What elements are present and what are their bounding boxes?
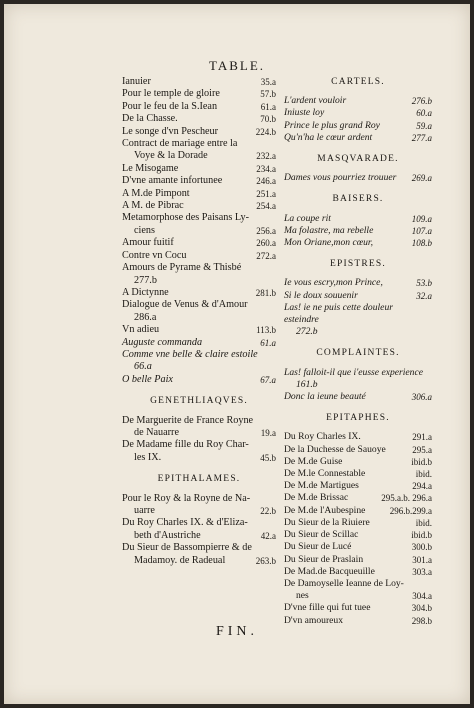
section-heading-epitaphes: EPITAPHES. (326, 413, 390, 424)
entry-page-ref: 108.b (411, 238, 432, 249)
toc-entry (122, 337, 276, 349)
toc-entry (122, 324, 276, 336)
section-heading-epistres: EPISTRES. (330, 259, 386, 270)
entry-title: 66.a (134, 361, 152, 373)
toc-entry (284, 237, 432, 249)
entry-title: De Mad.de Bacqueuille (284, 565, 375, 577)
entry-title: Du Sieur de Bassompierre & de (122, 542, 252, 554)
toc-entry (284, 302, 432, 326)
toc-entry (122, 163, 276, 175)
entry-title: De M.le Connestable (284, 468, 366, 480)
toc-entry (122, 361, 276, 373)
toc-entry (284, 554, 432, 566)
toc-entry (284, 277, 432, 289)
entry-title: Du Sieur de Praslain (284, 553, 364, 565)
toc-entry (122, 225, 276, 237)
toc-entry (284, 290, 432, 302)
left-entries (122, 76, 276, 386)
toc-entry (122, 262, 276, 274)
entry-title: De M.de Brissac (284, 492, 349, 504)
entry-title: O belle Paix (122, 373, 173, 385)
toc-entry (122, 542, 276, 554)
toc-entry (284, 213, 432, 225)
toc-entry (122, 138, 276, 150)
entry-title: 277.b (134, 274, 157, 286)
entry-title: Du Sieur de Lucé (284, 541, 352, 553)
section-heading-genethliaques: GENETHLIAQVES. (150, 396, 248, 407)
entry-title: Comme vne belle & claire estoile (122, 348, 258, 360)
entry-title: Amours de Pyrame & Thisbé (122, 262, 242, 274)
entry-page-ref: 295.a.b. 296.a (381, 493, 432, 504)
toc-entry (122, 349, 276, 361)
entry-title: Pour le Roy & la Royne de Na- (122, 492, 251, 504)
entry-page-ref: 301.a (412, 554, 432, 565)
entry-title: A Dictynne (122, 286, 169, 298)
entry-page-ref: 303.a (412, 566, 432, 577)
toc-entry (284, 505, 432, 517)
toc-entry (284, 132, 432, 144)
cartels-entries (284, 95, 432, 144)
entry-title: D'vne fille qui fut tuee (284, 602, 371, 614)
toc-entry (122, 312, 276, 324)
toc-entry (122, 101, 276, 113)
entry-page-ref: 306.a (411, 392, 432, 403)
entry-page-ref: 109.a (411, 213, 432, 224)
entry-page-ref: 246.a (256, 176, 276, 187)
toc-entry (122, 76, 276, 88)
toc-entry (284, 431, 432, 443)
entry-page-ref: 269.a (411, 173, 432, 184)
entry-title: uarre (134, 505, 155, 516)
epithalames-entries (122, 493, 276, 567)
entry-title: De la Chasse. (122, 113, 178, 125)
entry-title: Dames vous pourriez trouuer (284, 172, 397, 184)
entry-title: Ianuier (122, 76, 151, 87)
toc-entry (284, 590, 432, 602)
entry-title: Metamorphose des Paisans Ly- (122, 212, 250, 224)
entry-title: 272.b (296, 326, 318, 338)
book-page (4, 4, 470, 704)
toc-entry (284, 326, 432, 338)
entry-title: Contract de mariage entre la (122, 138, 238, 150)
entry-title: Pour le feu de la S.Iean (122, 100, 218, 112)
toc-entry (122, 493, 276, 505)
entry-title: De Damoyselle Ieanne de Loy- (284, 577, 404, 589)
entry-title: Auguste commanda (122, 336, 203, 348)
toc-entry (122, 200, 276, 212)
toc-entry (122, 237, 276, 249)
entry-page-ref: 32.a (416, 290, 432, 301)
entry-title: Prince le plus grand Roy (284, 119, 380, 131)
entry-title: De Madame fille du Roy Char- (122, 439, 249, 451)
entry-page-ref: 304.b (411, 603, 432, 614)
left-column (122, 76, 276, 567)
entry-page-ref: 232.a (256, 151, 276, 162)
genethliaques-entries (122, 415, 276, 465)
entry-page-ref: ibid.b (411, 456, 432, 467)
entry-page-ref: 45.b (260, 452, 276, 463)
entry-title: Du Roy Charles IX. (284, 431, 361, 443)
entry-page-ref: 263.b (255, 555, 276, 566)
entry-page-ref: 53.b (416, 278, 432, 289)
entry-title: Ie vous escry,mon Prince, (284, 277, 383, 289)
entry-title: Si le doux souuenir (284, 289, 358, 301)
toc-entry (122, 175, 276, 187)
entry-page-ref: 296.b.299.a (389, 505, 432, 516)
entry-title: De M.de Martigues (284, 480, 359, 492)
toc-entry (284, 120, 432, 132)
entry-page-ref: 19.a (260, 427, 276, 438)
entry-title: De Marguerite de France Royne (122, 414, 254, 426)
toc-entry (284, 225, 432, 237)
entry-title: A M.de Pimpont (122, 187, 190, 199)
entry-page-ref: ibid. (415, 469, 432, 480)
entry-page-ref: 260.a (256, 238, 276, 249)
toc-entry (122, 530, 276, 542)
entry-title: Amour fuitif (122, 237, 174, 249)
toc-entry (284, 444, 432, 456)
entry-page-ref: 107.a (411, 225, 432, 236)
entry-title: beth d'Austriche (134, 529, 201, 541)
entry-page-ref: 291.a (412, 432, 432, 443)
entry-title: Qu'n'ha le cœur ardent (284, 131, 373, 143)
entry-page-ref: 70.b (260, 114, 276, 125)
toc-entry (122, 212, 276, 224)
entry-page-ref: 42.a (260, 530, 276, 541)
entry-page-ref: ibid.b (411, 530, 432, 541)
entry-title: D'vn amoureux (284, 614, 344, 626)
entry-page-ref: 59.a (416, 120, 432, 131)
toc-entry (284, 95, 432, 107)
entry-page-ref: 300.b (411, 542, 432, 553)
entry-page-ref: 67.a (260, 374, 276, 385)
toc-entry (122, 299, 276, 311)
entry-title: Pour le temple de gloire (122, 88, 220, 100)
entry-page-ref: 60.a (416, 108, 432, 119)
toc-entry (122, 188, 276, 200)
toc-entry (284, 172, 432, 184)
entry-title: Voye & la Dorade (134, 150, 208, 162)
toc-entry (122, 250, 276, 262)
entry-title: nes (296, 590, 309, 602)
page-title: TABLE. (208, 58, 266, 73)
masquarade-entries (284, 172, 432, 184)
toc-entry (122, 452, 276, 464)
entry-title: D'vne amante infortunee (122, 175, 223, 187)
entry-page-ref: 61.a (260, 101, 276, 112)
toc-entry (284, 529, 432, 541)
entry-page-ref: 113.b (256, 325, 276, 336)
epistres-entries (284, 277, 432, 338)
entry-title: A M. de Pibrac (122, 200, 184, 212)
toc-entry (284, 566, 432, 578)
toc-entry (122, 374, 276, 386)
entry-title: La coupe rit (284, 212, 331, 224)
entry-page-ref: 254.a (256, 201, 276, 212)
entry-title: ciens (134, 224, 155, 236)
entry-page-ref: 224.b (255, 126, 276, 137)
toc-entry (122, 505, 276, 517)
entry-page-ref: 35.a (260, 77, 276, 87)
entry-page-ref: 295.a (412, 444, 432, 455)
toc-entry (284, 456, 432, 468)
toc-entry (122, 415, 276, 427)
entry-title: Du Roy Charles IX. & d'Eliza- (122, 517, 248, 529)
complaintes-entries (284, 367, 432, 404)
entry-page-ref: 272.a (256, 250, 276, 261)
toc-entry (284, 602, 432, 614)
entry-title: De M.de Guise (284, 455, 343, 467)
toc-entry (122, 427, 276, 439)
toc-entry (122, 439, 276, 451)
entry-title: Vn adieu (122, 324, 160, 336)
entry-title: De la Duchesse de Sauoye (284, 443, 386, 455)
entry-page-ref: 22.b (260, 506, 276, 516)
entry-page-ref: 277.a (411, 132, 432, 143)
section-heading-epithalames: EPITHALAMES. (157, 474, 241, 485)
entry-title: Du Sieur de Scillac (284, 529, 359, 541)
toc-entry (284, 578, 432, 590)
toc-entry (284, 107, 432, 119)
entry-page-ref: 57.b (260, 89, 276, 100)
baisers-entries (284, 213, 432, 250)
entry-title: Iniuste loy (284, 107, 325, 119)
toc-entry (122, 517, 276, 529)
section-heading-baisers: BAISERS. (332, 194, 384, 205)
entry-title: Las! falloit-il que i'eusse experience (284, 366, 423, 378)
toc-entry (284, 379, 432, 391)
entry-title: Las! ie ne puis cette douleur esteindre (284, 301, 393, 326)
entry-title: les IX. (134, 451, 162, 463)
entry-page-ref: 251.a (256, 188, 276, 199)
toc-entry (284, 391, 432, 403)
toc-entry (122, 150, 276, 162)
entry-title: de Nauarre (134, 426, 179, 438)
entry-title: De M.de l'Aubespine (284, 504, 366, 516)
entry-title: 161.b (296, 378, 318, 390)
entry-title: Donc la ieune beauté (284, 391, 366, 403)
entry-page-ref: 298.b (411, 615, 432, 626)
toc-entry (284, 367, 432, 379)
entry-page-ref: 294.a (412, 481, 432, 492)
entry-title: Ma folastre, ma rebelle (284, 224, 374, 236)
entry-page-ref: 304.a (412, 591, 432, 602)
fin-label: FIN. (215, 624, 259, 639)
toc-entry (122, 275, 276, 287)
section-heading-masquarade: MASQVARADE. (317, 154, 399, 165)
entry-title: Du Sieur de la Riuiere (284, 516, 370, 528)
toc-entry (284, 541, 432, 553)
toc-entry (122, 287, 276, 299)
entry-page-ref: ibid. (415, 517, 432, 528)
entry-page-ref: 61.a (260, 337, 276, 348)
toc-entry (284, 492, 432, 504)
entry-page-ref: 234.a (256, 163, 276, 174)
entry-page-ref: 281.b (255, 287, 276, 298)
entry-title: Mon Oriane,mon cœur, (284, 237, 374, 249)
entry-title: 286.a (134, 311, 157, 323)
section-heading-cartels: CARTELS. (331, 77, 385, 87)
entry-title: Madamoy. de Radeual (134, 554, 226, 566)
entry-title: Contre vn Cocu (122, 249, 187, 261)
toc-entry (122, 88, 276, 100)
toc-entry (284, 517, 432, 529)
toc-entry (122, 113, 276, 125)
entry-page-ref: 256.a (256, 225, 276, 236)
entry-title: L'ardent vouloir (284, 95, 347, 107)
entry-title: Dialogue de Venus & d'Amour (122, 299, 248, 311)
toc-entry (284, 468, 432, 480)
epitaphes-entries (284, 431, 432, 626)
entry-page-ref: 276.b (411, 96, 432, 107)
entry-title: Le Misogame (122, 162, 179, 174)
toc-entry (122, 555, 276, 567)
toc-entry (122, 126, 276, 138)
section-heading-complaintes: COMPLAINTES. (316, 348, 400, 359)
toc-entry (284, 480, 432, 492)
entry-title: Le songe d'vn Pescheur (122, 125, 219, 137)
right-column (284, 76, 432, 627)
